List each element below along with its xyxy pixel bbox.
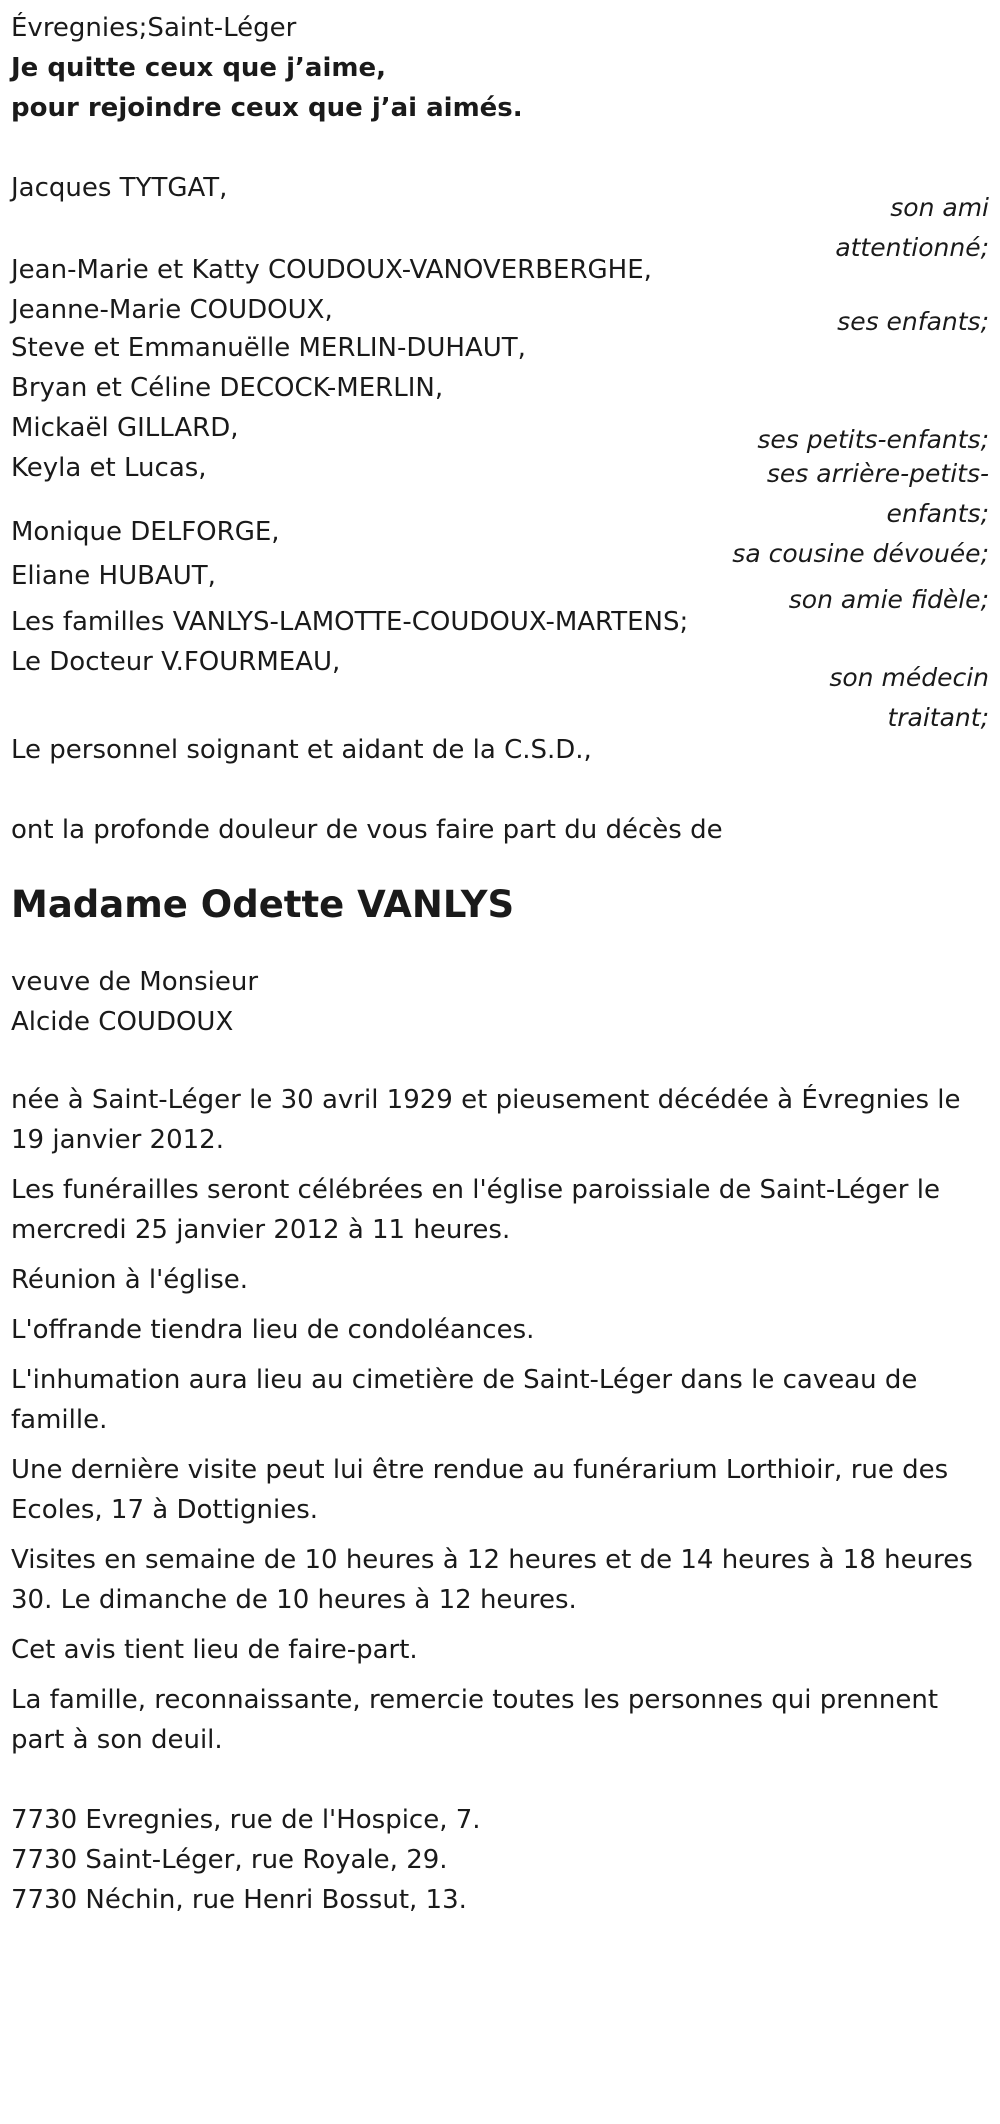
- paragraph: née à Saint-Léger le 30 avril 1929 et pieusement décédée à Évregnies le 19 janvier 2012.: [11, 1085, 961, 1155]
- mourner-name: Jean-Marie et Katty COUDOUX-VANOVERBERGHE,: [11, 255, 652, 285]
- deceased-name: Madame Odette VANLYS: [11, 883, 515, 926]
- mourner-role: ses petits-enfants;: [757, 425, 989, 454]
- mourner-group: [11, 602, 989, 738]
- mourner-name: Eliane HUBAUT,: [11, 561, 216, 591]
- paragraph: Cet avis tient lieu de faire-part.: [11, 1635, 418, 1665]
- address: 7730 Saint-Léger, rue Royale, 29.: [11, 1845, 448, 1875]
- mourner-name: Jacques TYTGAT,: [11, 173, 228, 203]
- mourner-name: Les familles VANLYS-LAMOTTE-COUDOUX-MARTENS;: [11, 607, 689, 637]
- widow-line-2: Alcide COUDOUX: [11, 1007, 234, 1037]
- paragraph: La famille, reconnaissante, remercie toutes les personnes qui prennent part à son deuil.: [11, 1685, 939, 1755]
- mourner-name: Jeanne-Marie COUDOUX,: [11, 295, 333, 325]
- paragraph: Réunion à l'église.: [11, 1265, 249, 1295]
- mourner-name: Mickaël GILLARD,: [11, 413, 239, 443]
- mourner-name: Monique DELFORGE,: [11, 517, 280, 547]
- mourner-name: Steve et Emmanuëlle MERLIN-DUHAUT,: [11, 333, 526, 363]
- mourner-role: sa cousine dévouée;: [732, 539, 989, 568]
- mourner-role: ses enfants;: [837, 307, 989, 336]
- address: 7730 Néchin, rue Henri Bossut, 13.: [11, 1885, 467, 1915]
- mourner-role: son ami: [890, 193, 989, 222]
- address: 7730 Evregnies, rue de l'Hospice, 7.: [11, 1805, 481, 1835]
- mourner-name: Bryan et Céline DECOCK-MERLIN,: [11, 373, 444, 403]
- paragraph: Les funérailles seront célébrées en l'église paroissiale de Saint-Léger le mercredi 25 janvier 2012 à 11 heures.: [11, 1175, 940, 1245]
- mourner-role: attentionné;: [835, 233, 989, 262]
- mourner-name: Keyla et Lucas,: [11, 453, 207, 483]
- mourner-group: [11, 328, 989, 460]
- mourner-role: traitant;: [887, 703, 989, 732]
- paragraph: Visites en semaine de 10 heures à 12 heures et de 14 heures à 18 heures 30. Le dimanche de 10 heures à 12 heures.: [11, 1545, 973, 1615]
- mourner-role: son amie fidèle;: [788, 585, 989, 614]
- location: Évregnies;Saint-Léger: [11, 13, 297, 43]
- announcement: ont la profonde douleur de vous faire part du décès de: [11, 815, 723, 845]
- mourner-role: enfants;: [886, 499, 989, 528]
- widow-line-1: veuve de Monsieur: [11, 967, 259, 997]
- details: [11, 1080, 989, 1760]
- addresses: [11, 1800, 989, 1920]
- mourner-name: Le personnel soignant et aidant de la C.S.D.,: [11, 735, 592, 765]
- paragraph: L'inhumation aura lieu au cimetière de Saint-Léger dans le caveau de famille.: [11, 1365, 918, 1435]
- mourners-list: [11, 168, 989, 770]
- paragraph: L'offrande tiendra lieu de condoléances.: [11, 1315, 535, 1345]
- paragraph: Une dernière visite peut lui être rendue au funérarium Lorthioir, rue des Ecoles, 17 à Dottignies.: [11, 1455, 949, 1525]
- mourner-role: ses arrière-petits-: [766, 459, 989, 488]
- quote-line-1: Je quitte ceux que j’aime,: [11, 53, 386, 83]
- mourner-role: son médecin: [829, 663, 989, 692]
- mourner-name: Le Docteur V.FOURMEAU,: [11, 647, 341, 677]
- quote-line-2: pour rejoindre ceux que j’ai aimés.: [11, 93, 523, 123]
